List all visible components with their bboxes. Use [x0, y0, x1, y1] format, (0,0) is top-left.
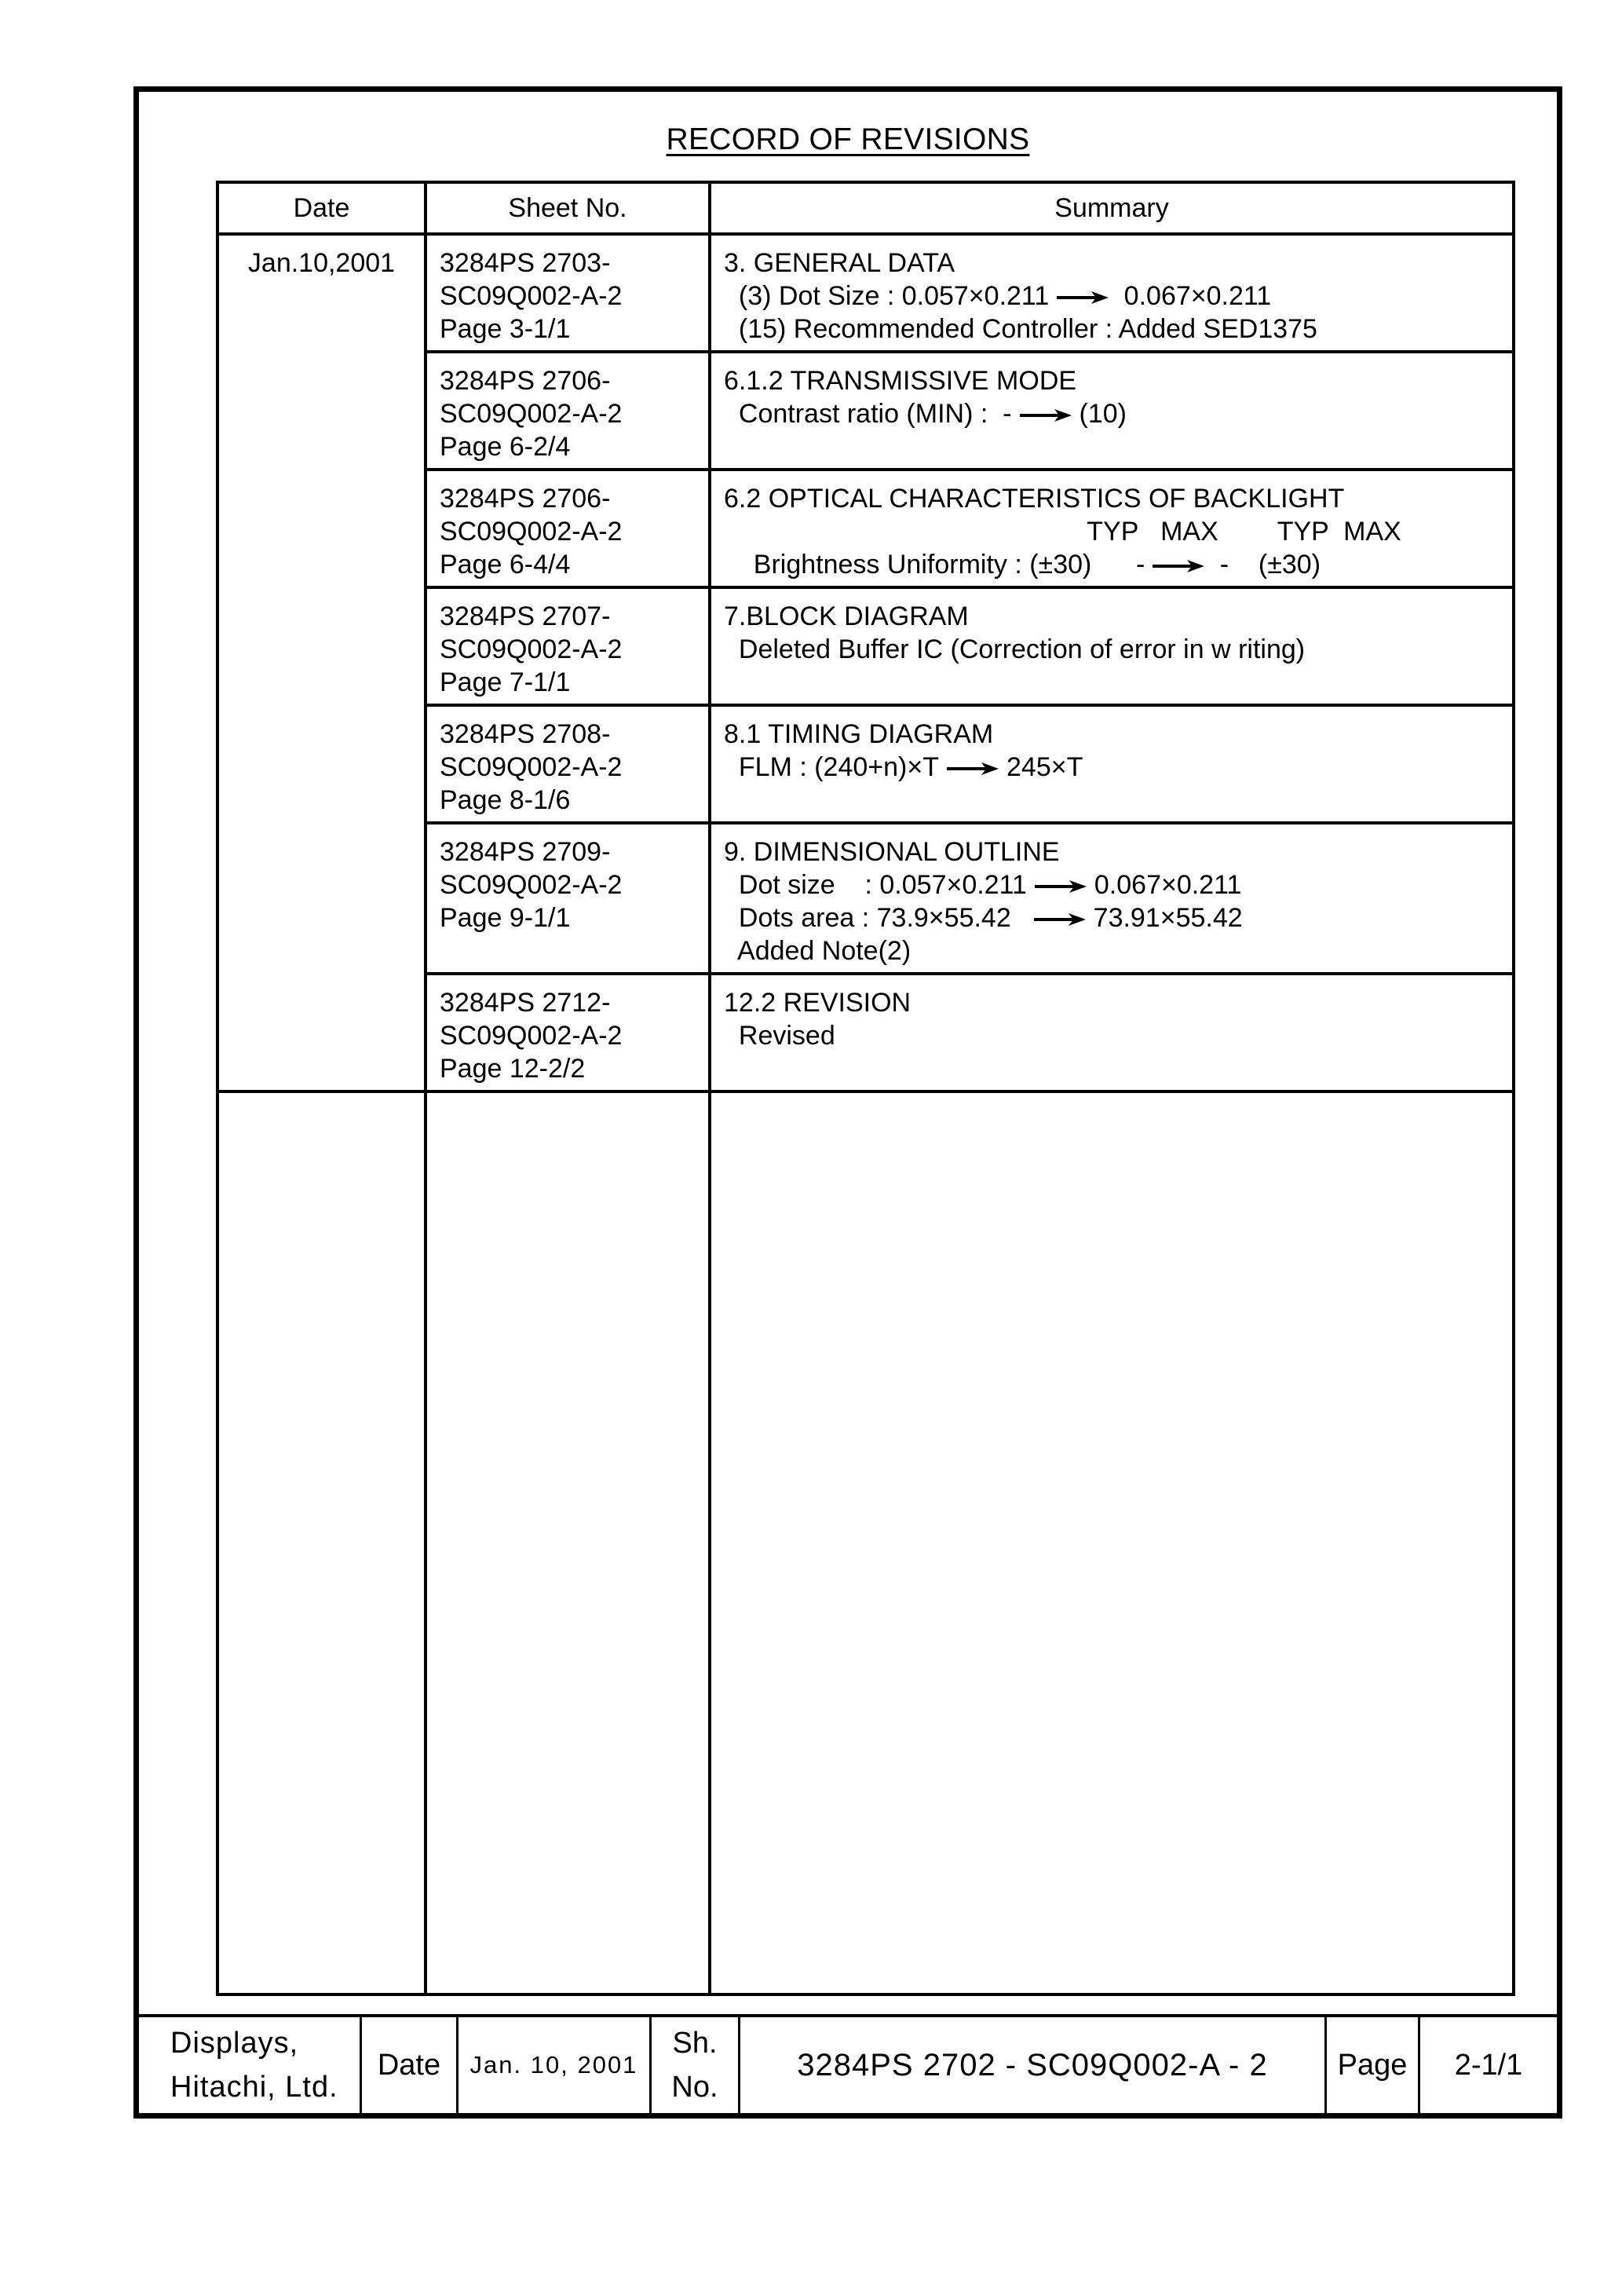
summary-new-value: 0.067×0.211 [1116, 281, 1272, 311]
summary-column-header: Summary [710, 182, 1514, 234]
document-frame [133, 86, 1562, 2119]
sheet-line: 3284PS 2703- [440, 248, 611, 278]
sheet-line: Page 7-1/1 [440, 667, 571, 697]
revision-table [216, 181, 1515, 1996]
sheet-line: SC09Q002-A-2 [440, 281, 623, 311]
page-label: Page [1327, 2017, 1420, 2113]
sheet-line: SC09Q002-A-2 [440, 870, 623, 900]
sheet-line: 3284PS 2707- [440, 601, 611, 631]
document-number: 3284PS 2702 - SC09Q002-A - 2 [740, 2017, 1327, 2113]
sheet-line: Page 6-4/4 [440, 550, 571, 579]
summary-line [724, 364, 1500, 397]
summary-cell [710, 352, 1514, 470]
sheet-line: SC09Q002-A-2 [440, 634, 623, 664]
right-arrow-icon [1034, 912, 1086, 927]
summary-text: TYP MAX TYP MAX [724, 517, 1401, 547]
sheet-number-cell [426, 470, 710, 587]
summary-new-value: 245×T [1006, 752, 1083, 782]
sheet-line: SC09Q002-A-2 [440, 517, 623, 547]
summary-text: Dot size : 0.057×0.211 [724, 870, 1027, 900]
page-value: 2-1/1 [1454, 2048, 1523, 2082]
title-block [139, 2014, 1557, 2113]
revision-date: Jan.10,2001 [217, 234, 426, 1091]
summary-line [724, 548, 1500, 581]
summary-text: 7.BLOCK DIAGRAM [724, 601, 969, 631]
empty-sheet-cell [426, 1091, 710, 1994]
summary-text: Deleted Buffer IC (Correction of error in w riting) [724, 634, 1306, 664]
summary-cell [710, 705, 1514, 823]
sheet-number-cell [426, 974, 710, 1091]
empty-summary-cell [710, 1091, 1514, 1994]
sheet-line: 3284PS 2706- [440, 366, 611, 396]
sheet-line: Page 12-2/2 [440, 1054, 586, 1084]
sheet-line: SC09Q002-A-2 [440, 399, 623, 429]
summary-line [724, 901, 1500, 934]
right-arrow-icon [1020, 408, 1072, 422]
right-arrow-icon [1057, 291, 1109, 305]
summary-line [724, 868, 1500, 901]
sheet-number-cell [426, 587, 710, 705]
summary-text: 12.2 REVISION [724, 988, 911, 1018]
table-header-row [217, 182, 1514, 234]
summary-cell [710, 587, 1514, 705]
summary-text: 6.1.2 TRANSMISSIVE MODE [724, 366, 1077, 396]
sheet-line: Page 8-1/6 [440, 785, 571, 815]
sheet-label-line-1: Sh. [672, 2027, 718, 2060]
date-label: Date [362, 2017, 458, 2113]
summary-line [724, 397, 1500, 430]
summary-text: Contrast ratio (MIN) : - [724, 399, 1012, 429]
sheet-line: 3284PS 2709- [440, 837, 611, 867]
summary-line [724, 280, 1500, 313]
sheet-line: Page 6-2/4 [440, 432, 571, 462]
sheet-line: Page 3-1/1 [440, 314, 571, 344]
company-line-1: Displays, [170, 2027, 299, 2060]
company-line-2: Hitachi, Ltd. [170, 2071, 338, 2104]
summary-text: Revised [724, 1021, 835, 1051]
summary-text: (15) Recommended Controller : Added SED1375 [724, 314, 1317, 344]
company-cell [139, 2017, 362, 2113]
sheet-line: 3284PS 2708- [440, 719, 611, 749]
sheet-line: SC09Q002-A-2 [440, 752, 623, 782]
summary-text: 3. GENERAL DATA [724, 248, 955, 278]
date-value: Jan. 10, 2001 [458, 2017, 652, 2113]
empty-date-cell [217, 1091, 426, 1994]
sheet-line: 3284PS 2712- [440, 988, 611, 1018]
right-arrow-icon [1153, 559, 1204, 573]
sheet-number-cell [426, 352, 710, 470]
summary-line [724, 633, 1500, 666]
summary-text: Dots area : 73.9×55.42 [724, 903, 1026, 933]
summary-line [724, 751, 1500, 784]
sheet-number-cell [426, 823, 710, 974]
summary-text: 8.1 TIMING DIAGRAM [724, 719, 994, 749]
summary-cell [710, 234, 1514, 352]
summary-line [724, 718, 1500, 751]
sheet-number-label [652, 2017, 740, 2113]
sheet-column-header: Sheet No. [426, 182, 710, 234]
right-arrow-icon [1035, 879, 1087, 894]
summary-text: FLM : (240+n)×T [724, 752, 939, 782]
summary-new-value: (10) [1079, 399, 1127, 429]
summary-cell [710, 470, 1514, 587]
summary-line [724, 247, 1500, 280]
summary-text: Brightness Uniformity : (±30) - [724, 550, 1145, 579]
summary-text: 9. DIMENSIONAL OUTLINE [724, 837, 1060, 867]
right-arrow-icon [947, 762, 999, 776]
sheet-number-cell [426, 705, 710, 823]
summary-new-value: 0.067×0.211 [1094, 870, 1242, 900]
sheet-line: Page 9-1/1 [440, 903, 571, 933]
summary-line [724, 482, 1500, 515]
summary-text: 6.2 OPTICAL CHARACTERISTICS OF BACKLIGHT [724, 484, 1345, 514]
page-title: RECORD OF REVISIONS [666, 122, 1030, 156]
summary-line [724, 313, 1500, 345]
summary-line [724, 515, 1500, 548]
summary-cell [710, 823, 1514, 974]
summary-line [724, 986, 1500, 1019]
summary-cell [710, 974, 1514, 1091]
summary-text: (3) Dot Size : 0.057×0.211 [724, 281, 1050, 311]
summary-new-value: - (±30) [1212, 550, 1321, 579]
sheet-line: SC09Q002-A-2 [440, 1021, 623, 1051]
summary-text: Added Note(2) [724, 936, 911, 966]
summary-new-value: 73.91×55.42 [1093, 903, 1243, 933]
sheet-number-cell [426, 234, 710, 352]
sheet-label-line-2: No. [671, 2071, 718, 2104]
date-column-header: Date [217, 182, 426, 234]
sheet-line: 3284PS 2706- [440, 484, 611, 514]
summary-line [724, 934, 1500, 967]
table-row [217, 234, 1514, 352]
summary-line [724, 1019, 1500, 1052]
summary-line [724, 835, 1500, 868]
table-row-empty [217, 1091, 1514, 1994]
summary-line [724, 600, 1500, 633]
